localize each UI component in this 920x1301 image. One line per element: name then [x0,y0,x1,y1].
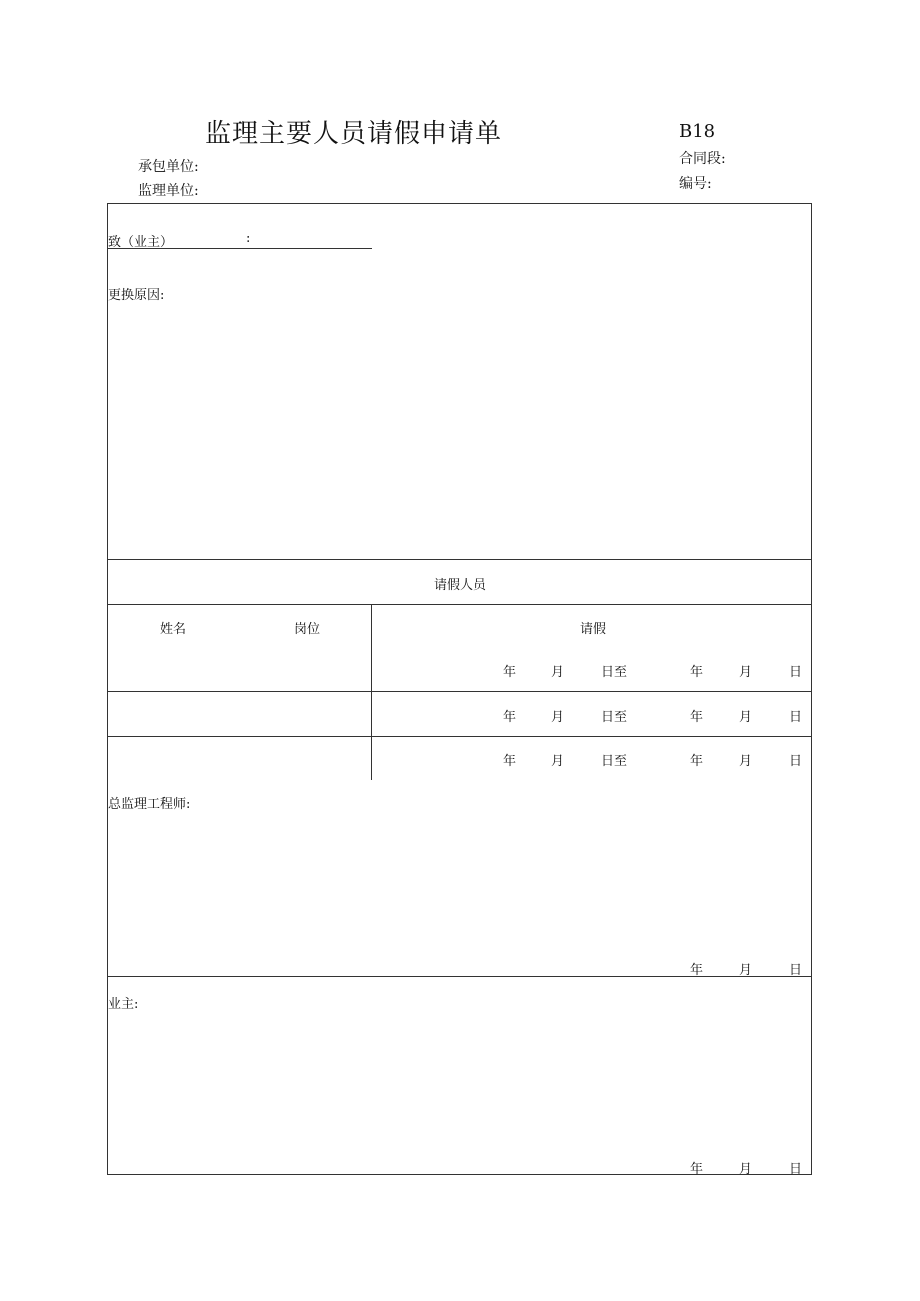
contractor-label: 承包单位: [138,159,199,175]
chief-date-year: 年 [690,963,704,978]
row3-month2: 月 [739,754,753,769]
column-divider [371,604,372,780]
divider-row1 [107,691,812,692]
row1-month: 月 [551,665,565,680]
reason-label: 更换原因: [108,288,165,303]
row3-year: 年 [503,754,517,769]
supervisor-label: 监理单位: [138,183,199,199]
form-table [107,203,812,1175]
row3-day-to: 日至 [601,754,628,769]
contract-section-label: 合同段: [679,151,726,167]
divider-chief [107,976,812,977]
row1-month2: 月 [739,665,753,680]
chief-date-day: 日 [789,963,803,978]
row1-day2: 日 [789,665,803,680]
row2-month2: 月 [739,710,753,725]
row2-year2: 年 [690,710,704,725]
col-leave-header: 请假 [580,622,607,637]
row2-year: 年 [503,710,517,725]
to-owner-colon: : [246,231,251,246]
col-position-header: 岗位 [294,622,321,637]
row3-day2: 日 [789,754,803,769]
row2-month: 月 [551,710,565,725]
col-name-header: 姓名 [160,622,187,637]
row1-year: 年 [503,665,517,680]
owner-label: 业主: [108,997,139,1012]
leave-personnel-header: 请假人员 [434,578,487,593]
row1-year2: 年 [690,665,704,680]
row3-year2: 年 [690,754,704,769]
owner-date-day: 日 [789,1162,803,1177]
to-owner-underline [108,248,372,249]
divider-reason [107,559,812,560]
number-label: 编号: [679,176,712,192]
divider-header [107,604,812,605]
row3-month: 月 [551,754,565,769]
form-code: B18 [679,121,716,142]
owner-date-year: 年 [690,1162,704,1177]
chief-engineer-label: 总监理工程师: [108,797,191,812]
row2-day-to: 日至 [601,710,628,725]
divider-row2 [107,736,812,737]
page-title: 监理主要人员请假申请单 [205,119,503,149]
row1-day-to: 日至 [601,665,628,680]
row2-day2: 日 [789,710,803,725]
to-owner-label: 致（业主） [108,235,174,250]
chief-date-month: 月 [739,963,753,978]
owner-date-month: 月 [739,1162,753,1177]
